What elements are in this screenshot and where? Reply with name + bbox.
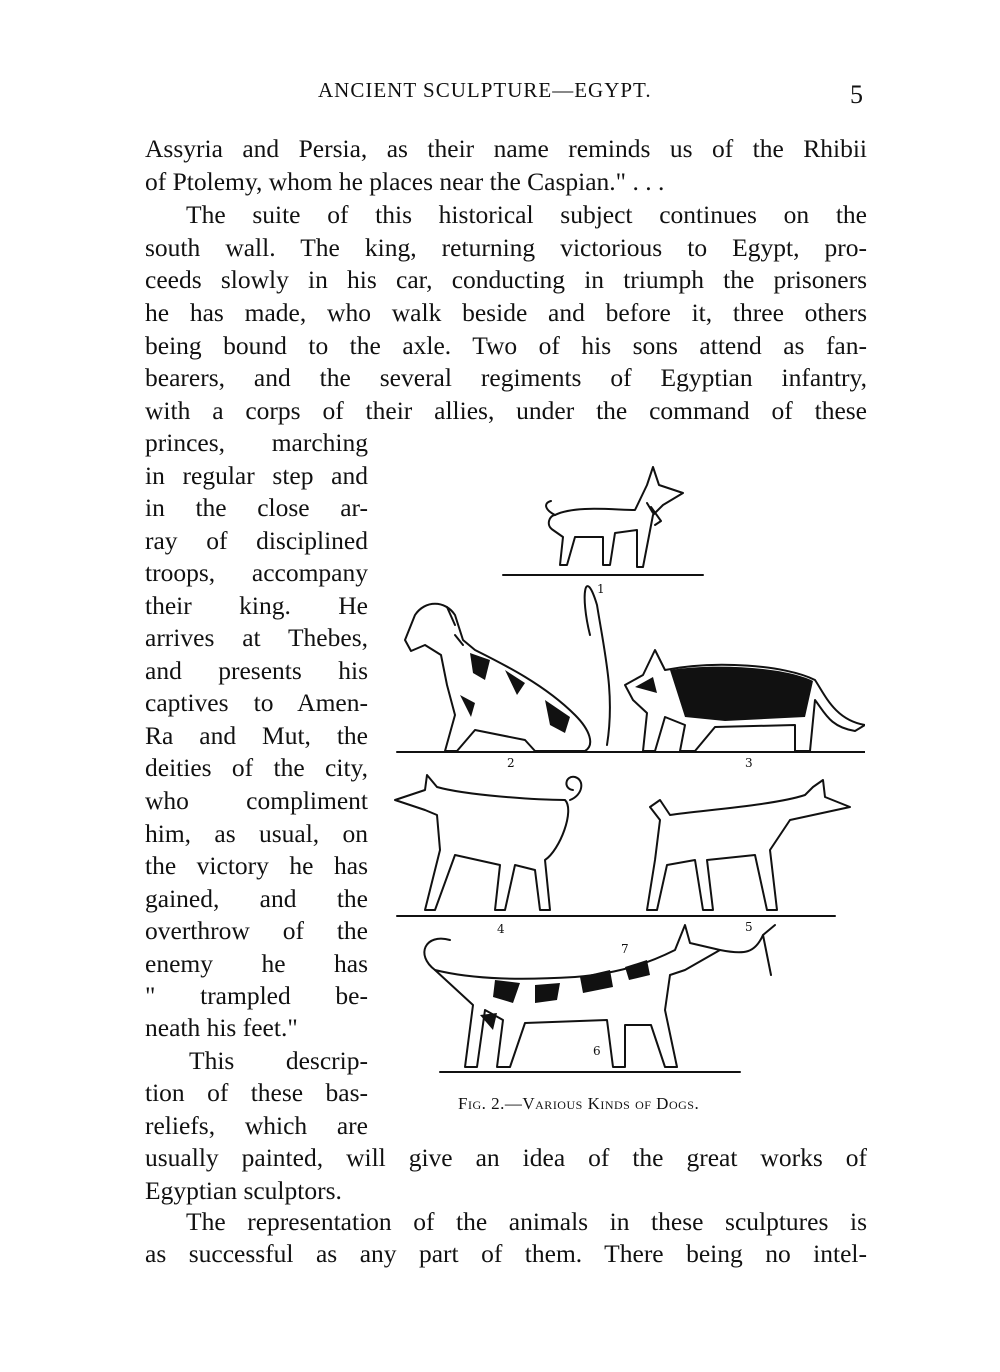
dog-label-6: 6 bbox=[593, 1044, 601, 1058]
dog-label-4: 4 bbox=[497, 922, 505, 936]
page-number: 5 bbox=[850, 80, 863, 109]
text-line: he has made, who walk beside and before it, three others bbox=[145, 298, 867, 327]
text-line: Egyptian sculptors. bbox=[145, 1176, 342, 1205]
text-line: Ra and Mut, the bbox=[145, 721, 368, 750]
text-line: with a corps of their allies, under the command of these bbox=[145, 396, 867, 425]
text-line: princes, marching bbox=[145, 428, 368, 457]
text-line: being bound to the axle. Two of his sons attend as fan- bbox=[145, 331, 867, 360]
text-line: This descrip- bbox=[189, 1046, 368, 1075]
text-line: overthrow of the bbox=[145, 916, 368, 945]
text-line: The representation of the animals in these sculptures is bbox=[186, 1207, 867, 1236]
text-line: " trampled be- bbox=[145, 981, 368, 1010]
figure-caption: Fig. 2.—Various Kinds of Dogs. bbox=[458, 1094, 700, 1113]
dog-label-1: 1 bbox=[597, 582, 605, 596]
text-line: deities of the city, bbox=[145, 753, 368, 782]
text-line: the victory he has bbox=[145, 851, 368, 880]
text-line: The suite of this historical subject continues on the bbox=[186, 200, 867, 229]
text-line: in the close ar- bbox=[145, 493, 368, 522]
text-line: troops, accompany bbox=[145, 558, 368, 587]
text-line: ceeds slowly in his car, conducting in triumph the prisoners bbox=[145, 265, 867, 294]
text-line: captives to Amen- bbox=[145, 688, 368, 717]
text-line: and presents his bbox=[145, 656, 368, 685]
dog-label-7: 7 bbox=[621, 942, 629, 956]
text-line: who compliment bbox=[145, 786, 368, 815]
text-line: south wall. The king, returning victorious to Egypt, pro- bbox=[145, 233, 867, 262]
text-line: usually painted, will give an idea of the great works of bbox=[145, 1143, 867, 1172]
text-line: Assyria and Persia, as their name reminds us of the Rhibii bbox=[145, 134, 867, 163]
text-line: neath his feet." bbox=[145, 1013, 298, 1042]
running-head: ANCIENT SCULPTURE—EGYPT. bbox=[318, 78, 652, 102]
dogs-illustration bbox=[385, 455, 865, 1085]
text-line: as successful as any part of them. There being no intel- bbox=[145, 1239, 867, 1268]
dog-label-3: 3 bbox=[745, 756, 753, 770]
text-line: of Ptolemy, whom he places near the Caspian." . . . bbox=[145, 167, 665, 196]
text-line: tion of these bas- bbox=[145, 1078, 368, 1107]
text-line: gained, and the bbox=[145, 884, 368, 913]
text-line: arrives at Thebes, bbox=[145, 623, 368, 652]
figure-labels bbox=[385, 455, 865, 1085]
text-line: ray of disciplined bbox=[145, 526, 368, 555]
text-line: him, as usual, on bbox=[145, 819, 368, 848]
dog-label-5: 5 bbox=[745, 920, 753, 934]
text-line: their king. He bbox=[145, 591, 368, 620]
text-line: in regular step and bbox=[145, 461, 368, 490]
dog-label-2: 2 bbox=[507, 756, 515, 770]
text-line: reliefs, which are bbox=[145, 1111, 368, 1140]
text-line: enemy he has bbox=[145, 949, 368, 978]
text-line: bearers, and the several regiments of Egyptian infantry, bbox=[145, 363, 867, 392]
